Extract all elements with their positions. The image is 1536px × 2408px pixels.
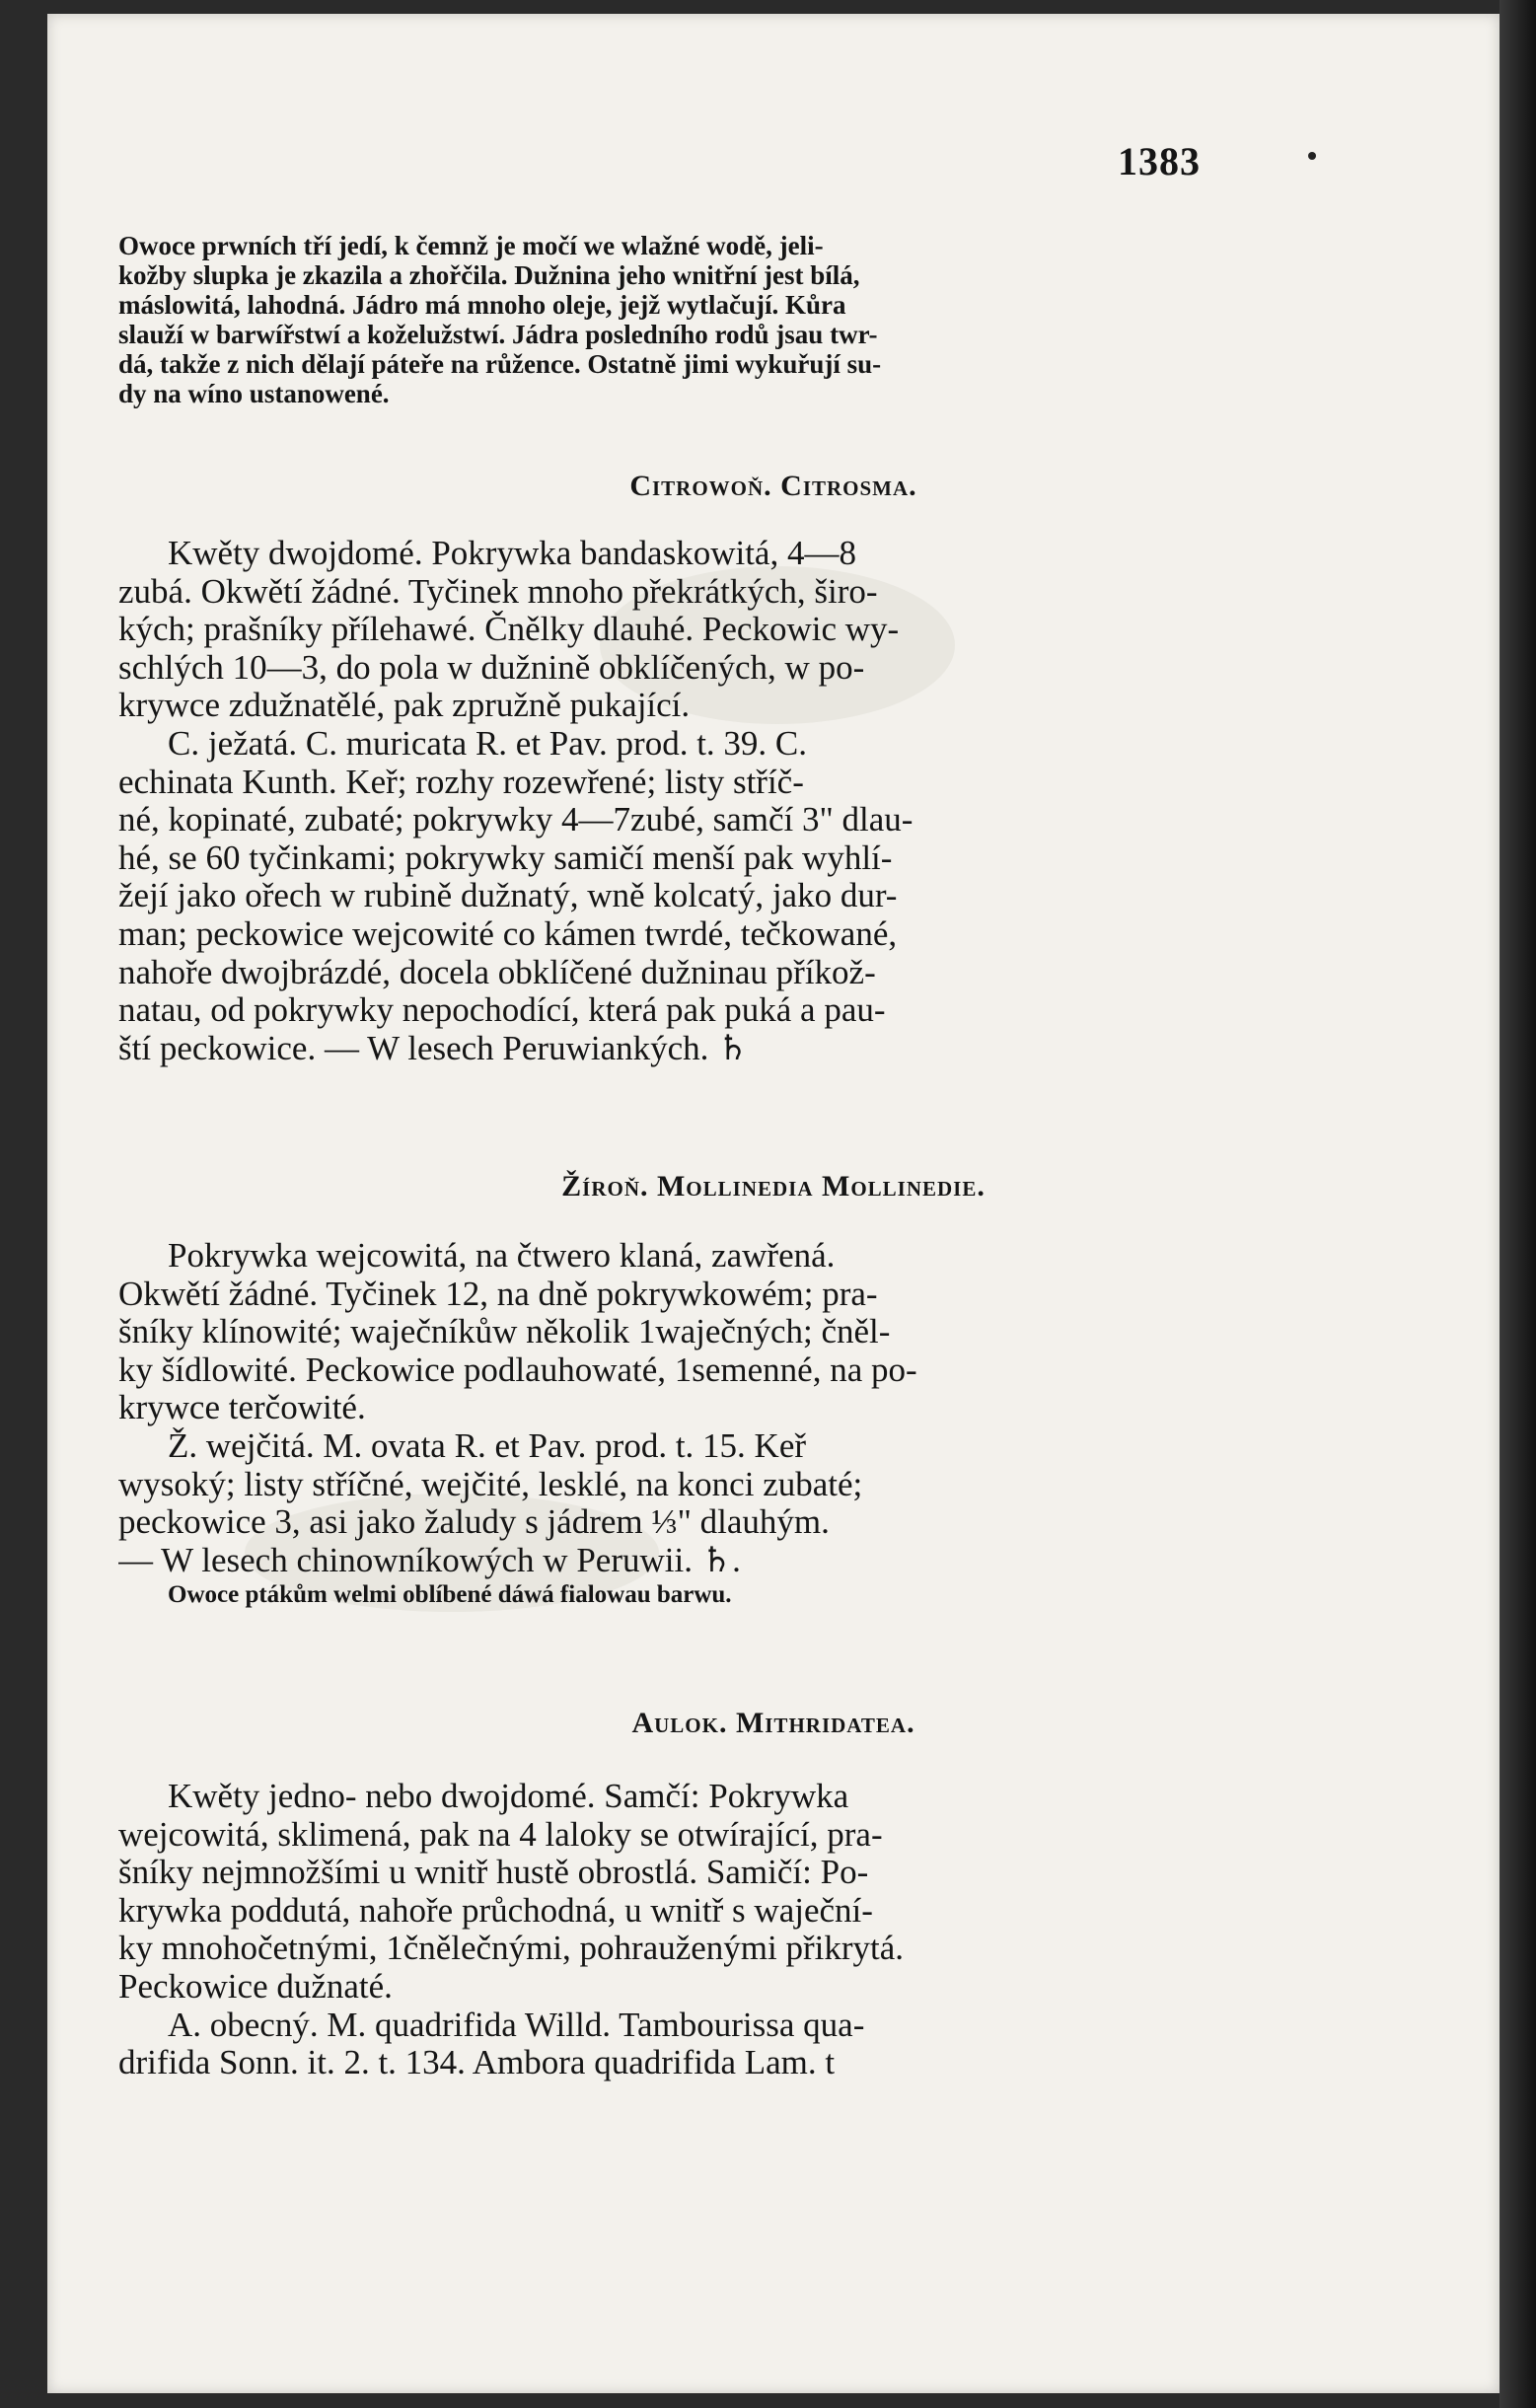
page-number: 1383 [1118,139,1201,183]
text-line: A. obecný. M. quadrifida Willd. Tambourissa qua- [168,2006,865,2044]
text-line: zubá. Okwětí žádné. Tyčinek mnoho překrátkých, širo- [118,572,878,611]
text-line: žejí jako ořech w rubině dužnatý, wně kolcatý, jako dur- [118,877,898,915]
text-line: krywce terčowité. [118,1389,366,1427]
ziron-paragraph [118,1237,1255,1579]
text-line: peckowice 3, asi jako žaludy s jádrem ⅓" dlauhým. [118,1503,830,1542]
text-line: schlých 10—3, do pola w dužnině obklíčených, w po- [118,648,865,687]
text-line: šníky klínowité; waječníkůw několik 1waječných; čněl- [118,1313,891,1351]
section-heading-aulok: Aulok. Mithridatea. [631,1707,915,1739]
section-heading-ziron: Žíroň. Mollinedia Mollinedie. [561,1170,986,1203]
aulok-paragraph [118,1778,1255,2082]
scan-edge [1499,0,1536,2408]
text-line: ští peckowice. — W lesech Peruwiankých. ♄ [118,1029,749,1067]
ziron-note [118,1580,1304,1610]
text-line: echinata Kunth. Keř; rozhy rozewřené; listy stříč- [118,763,804,801]
text-line: Owoce ptákům welmi oblíbené dáwá fialowau barwu. [168,1581,732,1608]
text-line: šníky nejmnožšími u wnitř hustě obrostlá. Samičí: Po- [118,1854,869,1892]
text-line: Pokrywka wejcowitá, na čtwero klaná, zawřená. [168,1237,836,1275]
text-line: dá, takže z nich dělají páteře na růžence. Ostatně jimi wykuřují su- [118,349,882,379]
text-line: Okwětí žádné. Tyčinek 12, na dně pokrywkowém; pra- [118,1275,878,1313]
text-line: Peckowice dužnaté. [118,1967,393,2006]
text-line: drifida Sonn. it. 2. t. 134. Ambora quadrifida Lam. t [118,2044,836,2082]
text-line: wysoký; listy stříčné, wejčité, lesklé, na konci zubaté; [118,1465,863,1503]
text-line: máslowitá, lahodná. Jádro má mnoho oleje, jejž wytlačují. Kůra [118,290,846,320]
text-line: krywce zdužnatělé, pak zpružně pukající. [118,687,691,725]
text-line: dy na wíno ustanowené. [118,379,390,408]
book-page [47,14,1499,2393]
text-line: nahoře dwojbrázdé, docela obklíčené dužninau příkož- [118,953,876,991]
text-line: man; peckowice wejcowité co kámen twrdé, tečkowané, [118,914,898,953]
intro-paragraph [118,231,1255,408]
text-line: krywka poddutá, nahoře průchodná, u wnitř s waječní- [118,1891,873,1930]
text-line: slauží w barwířstwí a koželužstwí. Jádra posledního rodů jsau twr- [118,320,878,349]
text-line: natau, od pokrywky nepochodící, která pak puká a pau- [118,991,886,1030]
text-line: — W lesech chinowníkowých w Peruwii. ♄. [118,1541,741,1579]
text-line: Ž. wejčitá. M. ovata R. et Pav. prod. t. 15. Keř [168,1426,807,1465]
text-line: Kwěty jedno- nebo dwojdomé. Samčí: Pokrywka [168,1778,849,1815]
text-line: Owoce prwních tří jedí, k čemnž je močí we wlažné wodě, jeli- [118,231,824,260]
ink-dot [1308,152,1316,160]
text-line: kých; prašníky přílehawé. Čnělky dlauhé. Peckowic wy- [118,611,900,649]
section-heading-citrowon: Citrowoň. Citrosma. [629,470,917,502]
text-line: C. ježatá. C. muricata R. et Pav. prod. t. 39. C. [168,724,808,763]
text-line: wejcowitá, sklimená, pak na 4 laloky se otwírající, pra- [118,1815,883,1854]
text-line: Kwěty dwojdomé. Pokrywka bandaskowitá, 4—8 [168,535,856,572]
text-line: ky mnohočetnými, 1čnělečnými, pohrauženými přikrytá. [118,1930,905,1968]
text-line: né, kopinaté, zubaté; pokrywky 4—7zubé, samčí 3" dlau- [118,801,914,839]
text-line: kožby slupka je zkazila a zhořčila. Dužnina jeho wnitřní jest bílá, [118,260,860,290]
text-line: hé, se 60 tyčinkami; pokrywky samičí menší pak wyhlí- [118,839,893,877]
text-line: ky šídlowité. Peckowice podlauhowaté, 1semenné, na po- [118,1350,917,1389]
citrowon-paragraph [118,535,1255,1067]
